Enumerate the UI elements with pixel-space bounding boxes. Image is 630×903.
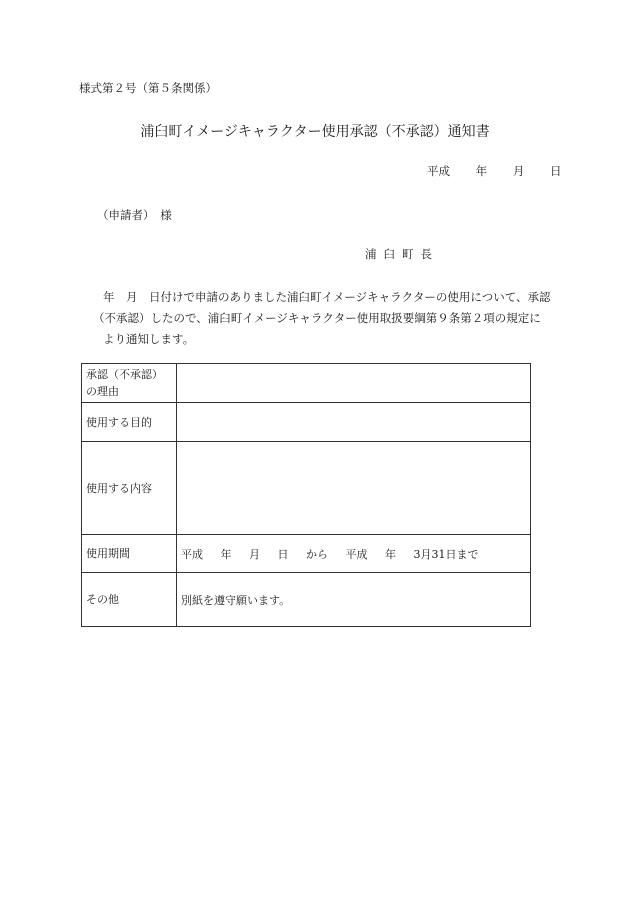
period-label: 使用期間 — [82, 535, 177, 573]
other-label: その他 — [82, 573, 177, 627]
purpose-label: 使用する目的 — [82, 403, 177, 442]
period-year-2: 年 — [385, 547, 396, 561]
info-table — [81, 363, 531, 627]
date-month: 月 — [512, 164, 525, 178]
period-end: 3月31日まで — [413, 547, 479, 561]
body-line-1: 年 月 日付けで申請のありました浦臼町イメージキャラクターの使用について、承認 — [103, 290, 551, 304]
date-year: 年 — [475, 164, 488, 178]
content-label: 使用する内容 — [82, 442, 177, 535]
table-row — [82, 403, 531, 442]
period-year-1: 年 — [220, 547, 232, 561]
reason-value — [177, 364, 531, 403]
reason-label: 承認（不承認）の理由 — [82, 364, 177, 403]
table-row — [82, 573, 531, 627]
body-line-2: （不承認）したので、浦臼町イメージキャラクター使用取扱要綱第９条第２項の規定に — [93, 311, 541, 325]
document-title: 浦臼町イメージキャラクター使用承認（不承認）通知書 — [140, 124, 490, 140]
body-text — [83, 287, 553, 350]
period-from: から — [306, 547, 328, 561]
table-row — [82, 535, 531, 573]
date-day: 日 — [549, 164, 562, 178]
period-month-1: 月 — [249, 547, 260, 561]
purpose-value — [177, 403, 531, 442]
date-era: 平成 — [427, 164, 450, 178]
content-value — [177, 442, 531, 535]
period-value — [177, 535, 531, 573]
period-era-2: 平成 — [345, 547, 368, 561]
form-number: 様式第２号（第５条関係） — [79, 81, 217, 95]
table-row — [82, 364, 531, 403]
applicant-line: （申請者） 様 — [97, 208, 172, 222]
table-row — [82, 442, 531, 535]
other-value: 別紙を遵守願います。 — [177, 573, 531, 627]
period-day-1: 日 — [277, 547, 289, 561]
body-line-3: より通知します。 — [103, 332, 195, 346]
issuer-name: 浦臼町長 — [365, 247, 439, 261]
date-line — [427, 163, 561, 179]
period-era-1: 平成 — [181, 547, 203, 561]
